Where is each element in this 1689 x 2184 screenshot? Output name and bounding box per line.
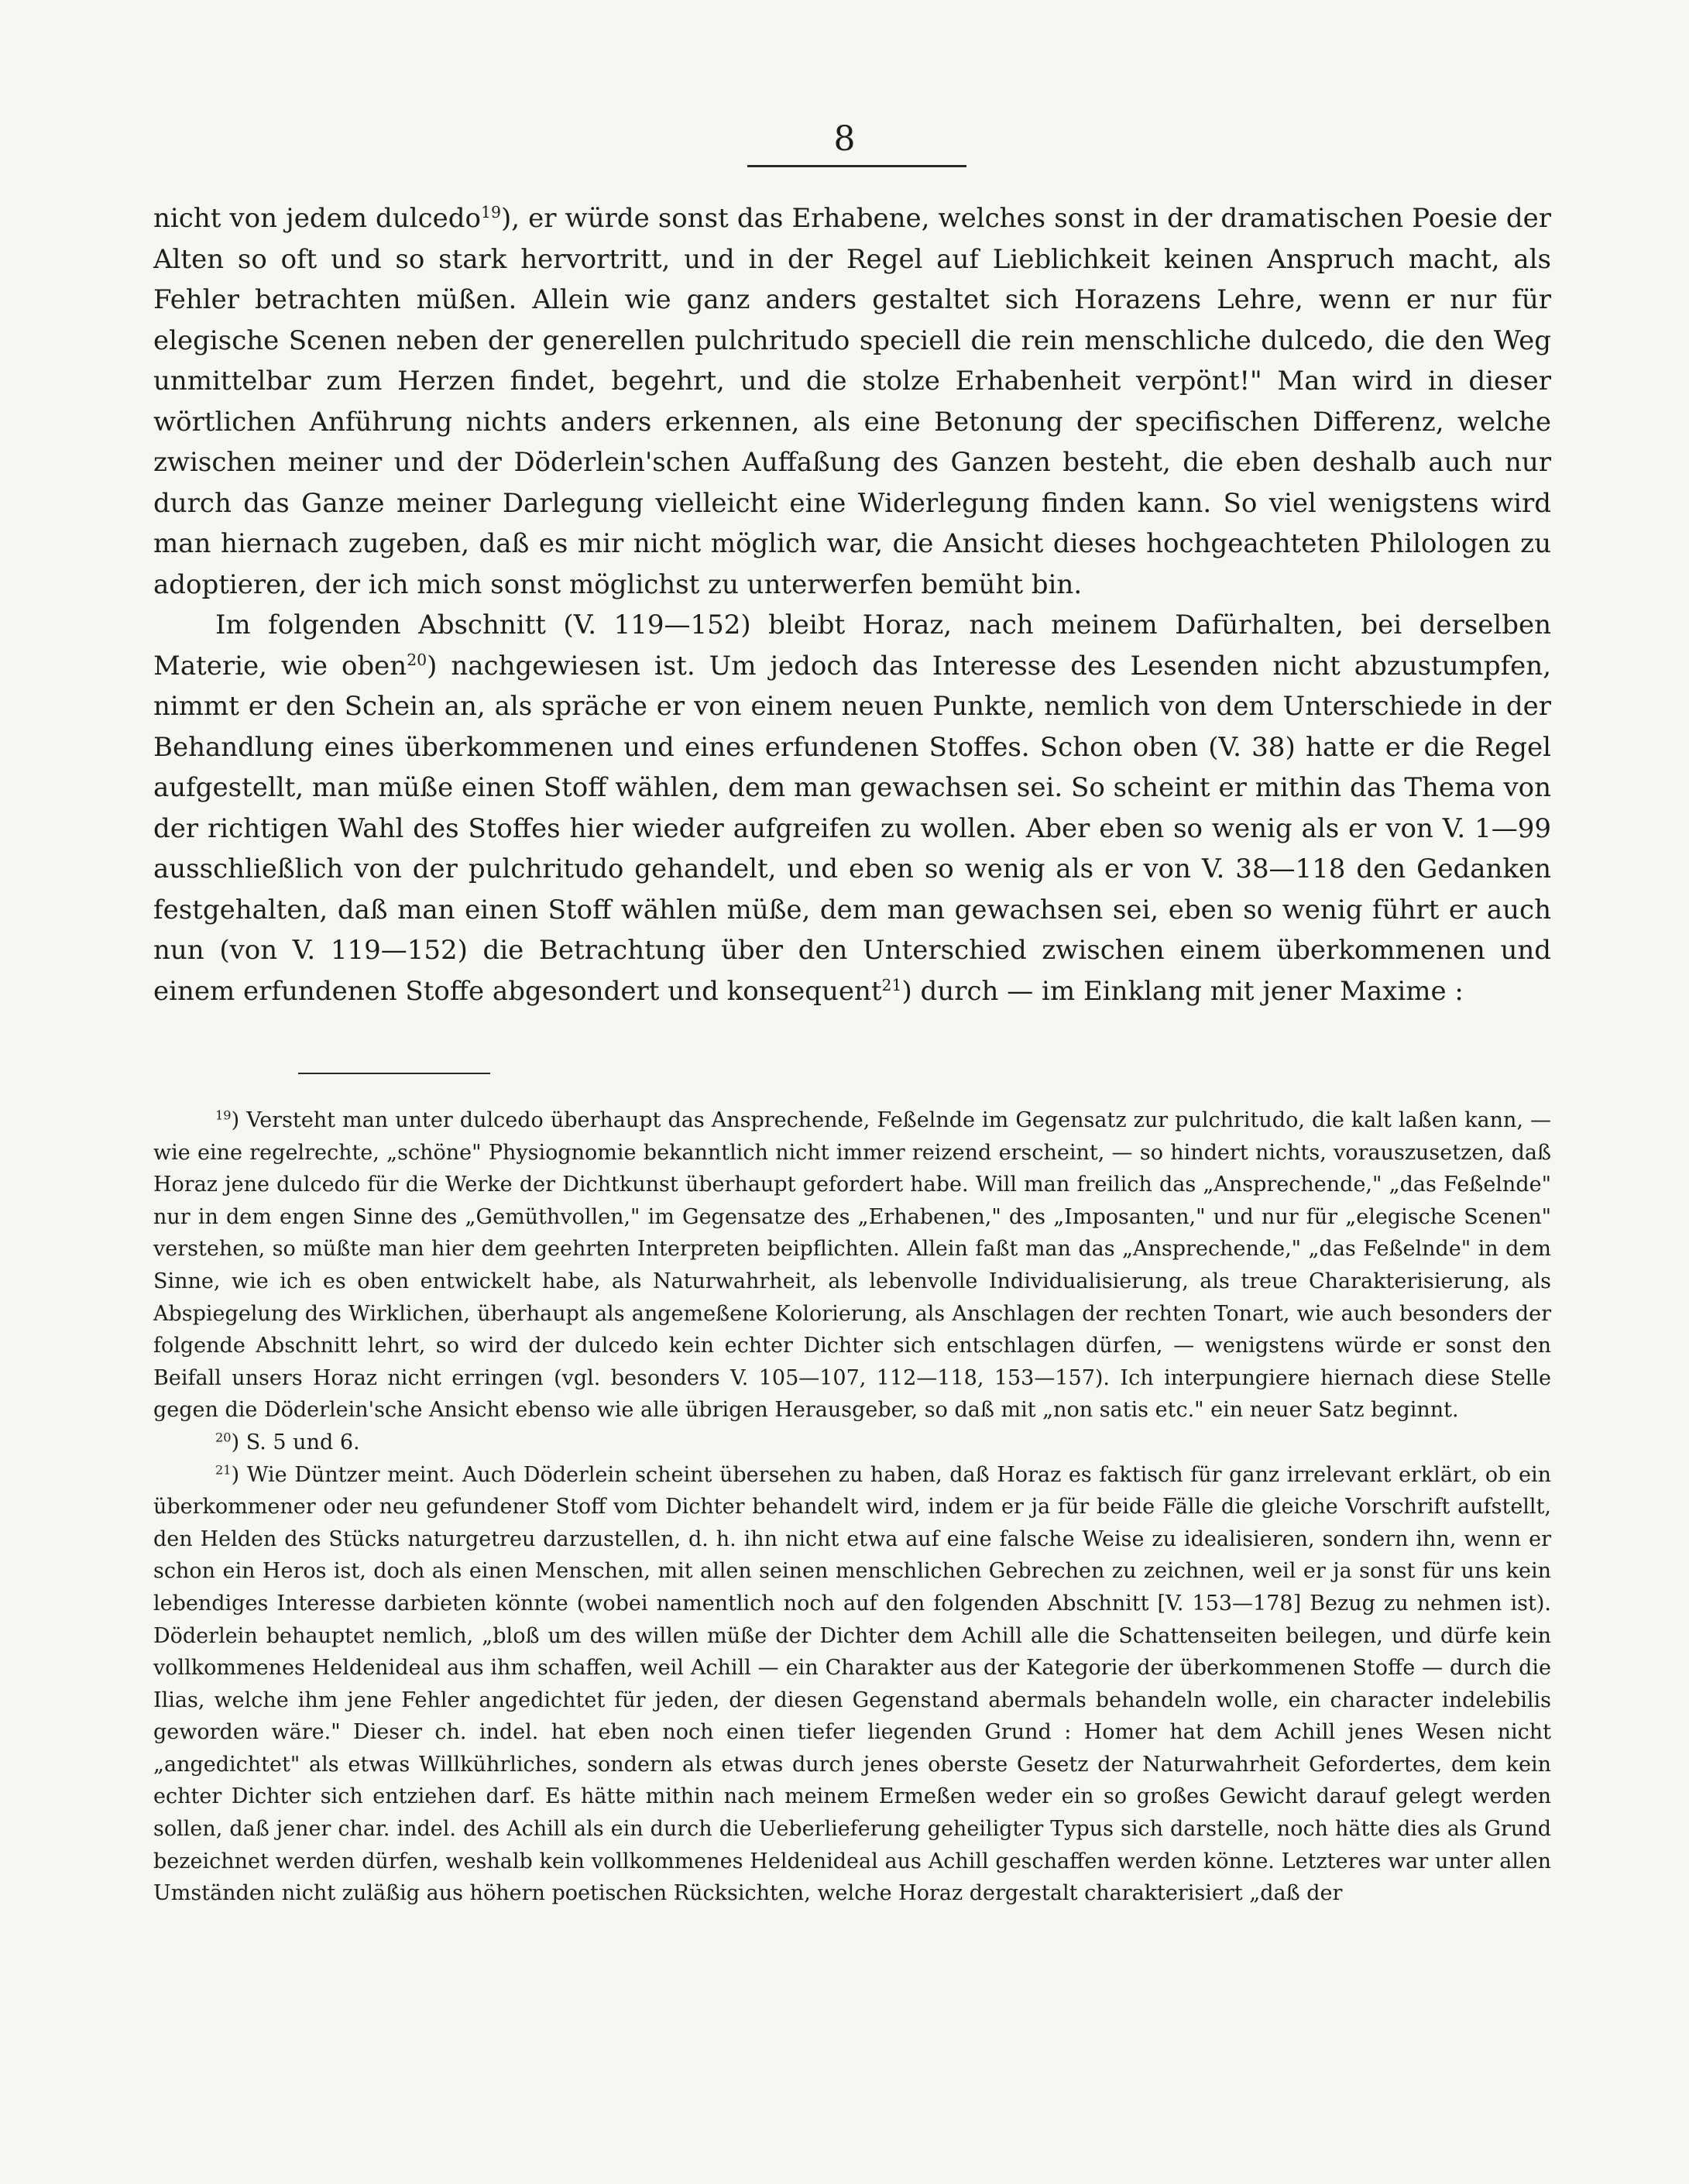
header-rule <box>747 165 966 167</box>
footnote-ref-21: 21 <box>881 975 902 994</box>
footnote-21-text: ) Wie Düntzer meint. Auch Döderlein scheint übersehen zu haben, daß Horaz es faktisch für ganz irrelevant erklärt, ob ein überkommener oder neu gefundener Stoff vom Dichter behandelt wird, indem er ja für beide Fälle die gleiche Vorschrift aufstellt, den Helden des Stücks naturgetreu darzustellen, d. h. ihn nicht etwa auf eine falsche Weise zu idealisieren, sondern ihn, wenn er schon ein Heros ist, doch als einen Menschen, mit allen seinen menschlichen Gebrechen zu zeichnen, weil er ja sonst für uns kein lebendiges Interesse darbieten könnte (wobei namentlich noch auf den folgenden Abschnitt [V. 153—178] Bezug zu nehmen ist). Döderlein behauptet nemlich, „bloß um des willen müße der Dichter dem Achill alle die Schattenseiten beilegen, und dürfe kein vollkommenes Heldenideal aus ihm schaffen, weil Achill — ein Charakter aus der Kategorie der überkommenen Stoffe — durch die Ilias, welche ihm jene Fehler angedichtet für jeden, der diesen Gegenstand abermals behandeln wolle, ein character indelebilis geworden wäre." Dieser ch. indel. hat eben noch einen tiefer liegenden Grund : Homer hat dem Achill jenes Wesen nicht „angedichtet" als etwas Willkührliches, sondern als etwas durch jenes oberste Gesetz der Naturwahrheit Gefordertes, dem kein echter Dichter sich entziehen darf. Es hätte mithin nach meinem Ermeßen weder ein so großes Gewicht darauf gelegt werden sollen, daß jener char. indel. des Achill als ein durch die Ueberlieferung geheiligter Typus sich darstelle, noch hätte dies als Grund bezeichnet werden dürfen, weshalb kein vollkommenes Heldenideal aus Achill geschaffen werden könne. Letzteres war unter allen Umständen nicht zuläßig aus höhern poetischen Rücksichten, welche Horaz dergestalt charakterisiert „daß der <box>153 1462 1551 1906</box>
paragraph-2-end: ) durch — im Einklang mit jener Maxime : <box>901 975 1464 1007</box>
footnote-19-text: ) Versteht man unter dulcedo überhaupt das Ansprechende, Feßelnde im Gegensatz zur pulchritudo, die kalt laßen kann, — wie eine regelrechte, „schöne" Physiognomie bekanntlich nicht immer reizend erscheint, — so hindert nichts, vorauszusetzen, daß Horaz jene dulcedo für die Werke der Dichtkunst überhaupt gefordert habe. Will man freilich das „Ansprechende," „das Feßelnde" nur in dem engen Sinne des „Gemüthvollen," im Gegensatze des „Erhabenen," des „Imposanten," und nur für „elegische Scenen" verstehen, so müßte man hier dem geehrten Interpreten beipflichten. Allein faßt man das „Ansprechende," „das Feßelnde" in dem Sinne, wie ich es oben entwickelt habe, als Naturwahrheit, als lebenvolle Individualisierung, als treue Charakterisierung, als Abspiegelung des Wirklichen, überhaupt als angemeßene Kolorierung, als Anschlagen der rechten Tonart, wie auch besonders der folgende Abschnitt lehrt, so wird der dulcedo kein echter Dichter sich entschlagen dürfen, — wenigstens würde er sonst den Beifall unsers Horaz nicht erringen (vgl. besonders V. 105—107, 112—118, 153—157). Ich interpungiere hiernach diese Stelle gegen die Döderlein'sche Ansicht ebenso wie alle übrigen Herausgeber, so daß mit „non satis etc." ein neuer Satz beginnt. <box>153 1108 1551 1423</box>
footnote-21 <box>153 1459 1551 1910</box>
footnote-19 <box>153 1104 1551 1427</box>
paragraph-2-middle: ) nachgewiesen ist. Um jedoch das Interesse des Lesenden nicht abzustumpfen, nimmt er den Schein an, als spräche er von einem neuen Punkte, nemlich von dem Unterschiede in der Behandlung eines überkommenen und eines erfundenen Stoffes. Schon oben (V. 38) hatte er die Regel aufgestellt, man müße einen Stoff wählen, dem man gewachsen sei. So scheint er mithin das Thema von der richtigen Wahl des Stoffes hier wieder aufgreifen zu wollen. Aber eben so wenig als er von V. 1—99 ausschließlich von der pulchritudo gehandelt, und eben so wenig als er von V. 38—118 den Gedanken festgehalten, daß man einen Stoff wählen müße, dem man gewachsen sei, eben so wenig führt er auch nun (von V. 119—152) die Betrachtung über den Unterschied zwischen einem überkommenen und einem erfundenen Stoffe abgesondert und konsequent <box>153 650 1552 1007</box>
footnote-ref-19: 19 <box>480 202 501 221</box>
footnote-21-mark: 21 <box>215 1461 232 1477</box>
footnote-separator <box>298 1073 490 1074</box>
footnote-ref-20: 20 <box>407 650 427 669</box>
footnote-19-mark: 19 <box>215 1107 232 1123</box>
footnote-20 <box>153 1427 1551 1459</box>
main-text <box>153 198 1551 1011</box>
footnote-20-mark: 20 <box>215 1430 232 1445</box>
page-number: 8 <box>833 119 856 159</box>
paragraph-1-start: nicht von jedem dulcedo <box>153 203 481 234</box>
paragraph-2-start: Im folgenden Abschnitt (V. 119—152) bleibt Horaz, nach meinem Dafürhalten, bei derselben Materie, wie oben <box>153 610 1551 682</box>
footnote-20-text: ) S. 5 und 6. <box>231 1430 360 1454</box>
paragraph-1 <box>153 198 1551 605</box>
paragraph-1-continued: ), er würde sonst das Erhabene, welches sonst in der dramatischen Poesie der Alten so oft und so stark hervortritt, und in der Regel auf Lieblichkeit keinen Anspruch macht, als Fehler betrachten müßen. Allein wie ganz anders gestaltet sich Horazens Lehre, wenn er nur für elegische Scenen neben der generellen pulchritudo speciell die rein menschliche dulcedo, die den Weg unmittelbar zum Herzen findet, begehrt, und die stolze Erhabenheit verpönt!" Man wird in dieser wörtlichen Anführung nichts anders erkennen, als eine Betonung der specifischen Differenz, welche zwischen meiner und der Döderlein'schen Auffaßung des Ganzen besteht, die eben deshalb auch nur durch das Ganze meiner Darlegung vielleicht eine Widerlegung finden kann. So viel wenigstens wird man hiernach zugeben, daß es mir nicht möglich war, die Ansicht dieses hochgeachteten Philologen zu adoptieren, der ich mich sonst möglichst zu unterwerfen bemüht bin. <box>153 203 1551 600</box>
paragraph-2 <box>153 605 1551 1011</box>
footnotes <box>153 1104 1551 1910</box>
